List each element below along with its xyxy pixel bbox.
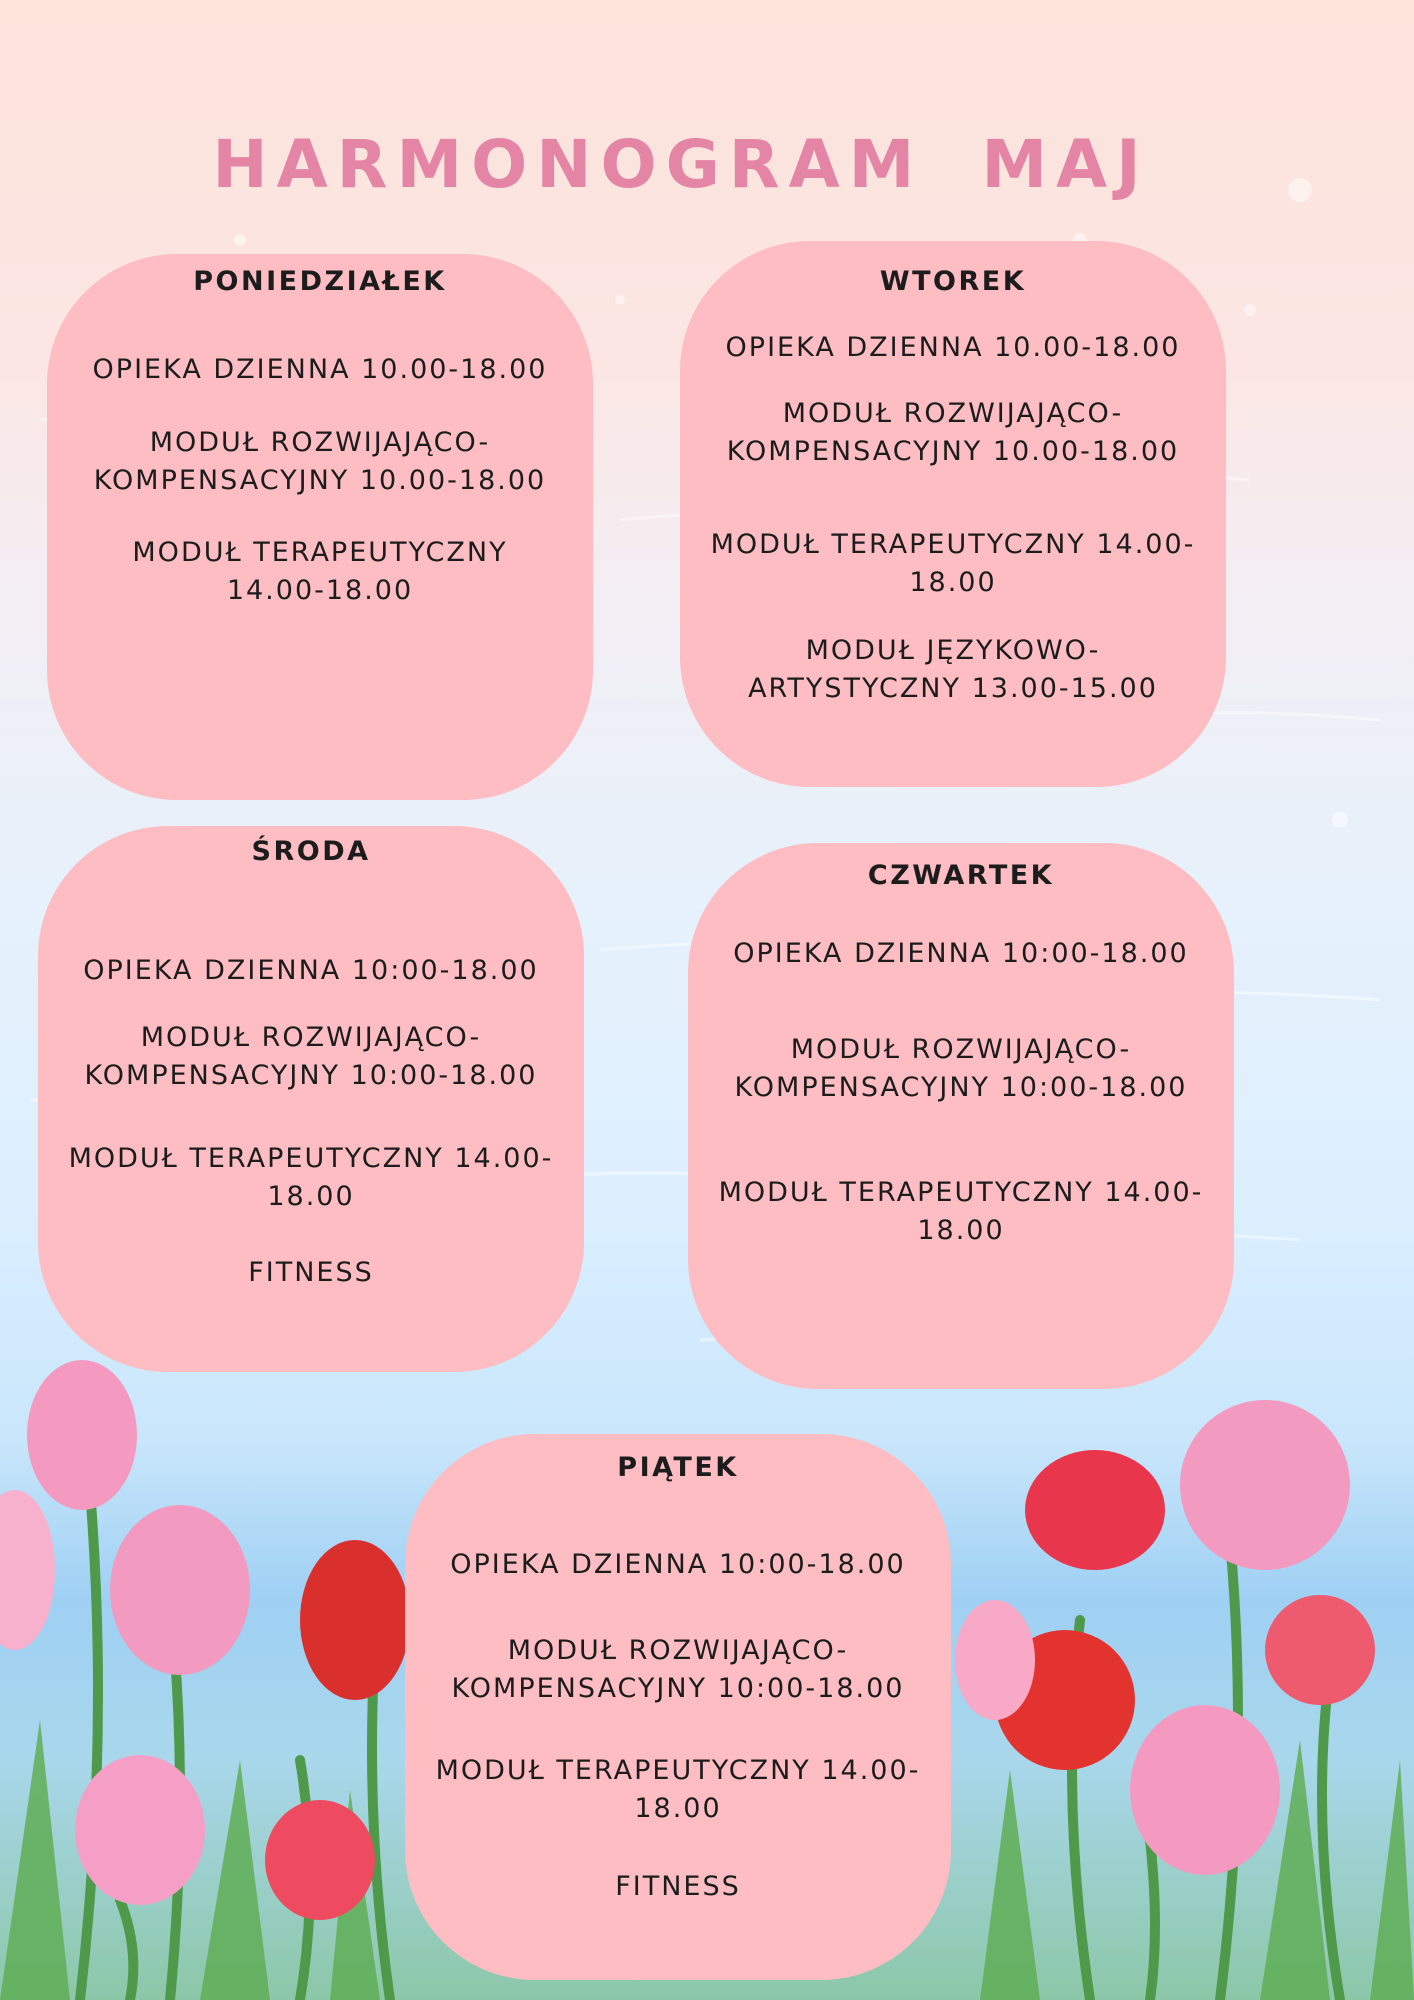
schedule-line: KOMPENSACYJNY 10.00-18.00 <box>726 436 1180 467</box>
schedule-line: ARTYSTYCZNY 13.00-15.00 <box>748 673 1158 704</box>
schedule-line: OPIEKA DZIENNA 10:00-18.00 <box>450 1549 906 1580</box>
day-title: PONIEDZIAŁEK <box>193 266 447 297</box>
schedule-line: MODUŁ ROZWIJAJĄCO- <box>507 1635 849 1666</box>
schedule-line: MODUŁ ROZWIJAJĄCO- <box>790 1034 1132 1065</box>
schedule-line: MODUŁ TERAPEUTYCZNY 14.00- <box>710 529 1196 560</box>
schedule-line: KOMPENSACYJNY 10:00-18.00 <box>451 1673 905 1704</box>
schedule-line: OPIEKA DZIENNA 10.00-18.00 <box>725 332 1181 363</box>
schedule-line: MODUŁ TERAPEUTYCZNY 14.00- <box>435 1755 921 1786</box>
schedule-line: OPIEKA DZIENNA 10.00-18.00 <box>92 354 548 385</box>
schedule-line: KOMPENSACYJNY 10:00-18.00 <box>84 1060 538 1091</box>
day-title: CZWARTEK <box>867 860 1055 891</box>
schedule-line: MODUŁ ROZWIJAJĄCO- <box>149 427 491 458</box>
schedule-line: MODUŁ TERAPEUTYCZNY 14.00- <box>718 1177 1204 1208</box>
schedule-line: 18.00 <box>909 567 997 598</box>
day-card-wednesday <box>38 826 584 1372</box>
schedule-line: MODUŁ TERAPEUTYCZNY <box>132 537 508 568</box>
schedule-line: OPIEKA DZIENNA 10:00-18.00 <box>83 955 539 986</box>
schedule-line: OPIEKA DZIENNA 10:00-18.00 <box>733 938 1189 969</box>
schedule-line: 18.00 <box>634 1793 722 1824</box>
schedule-line: KOMPENSACYJNY 10.00-18.00 <box>93 465 547 496</box>
schedule-line: MODUŁ ROZWIJAJĄCO- <box>782 398 1124 429</box>
schedule-line: FITNESS <box>248 1257 374 1288</box>
day-card-tuesday <box>680 241 1226 787</box>
schedule-line: 18.00 <box>917 1215 1005 1246</box>
schedule-line: KOMPENSACYJNY 10:00-18.00 <box>734 1072 1188 1103</box>
day-title: ŚRODA <box>251 836 371 867</box>
schedule-line: MODUŁ JĘZYKOWO- <box>805 635 1101 666</box>
day-title: PIĄTEK <box>617 1452 739 1483</box>
schedule-line: FITNESS <box>615 1871 741 1902</box>
page-title: HARMONOGRAM MAJ <box>212 126 1150 204</box>
schedule-line: 14.00-18.00 <box>226 575 414 606</box>
schedule-line: MODUŁ ROZWIJAJĄCO- <box>140 1022 482 1053</box>
schedule-line: MODUŁ TERAPEUTYCZNY 14.00- <box>68 1143 554 1174</box>
day-card-thursday <box>688 843 1234 1389</box>
day-title: WTOREK <box>879 266 1027 297</box>
schedule-line: 18.00 <box>267 1181 355 1212</box>
day-card-monday <box>47 254 593 800</box>
day-card-friday <box>405 1434 951 1980</box>
